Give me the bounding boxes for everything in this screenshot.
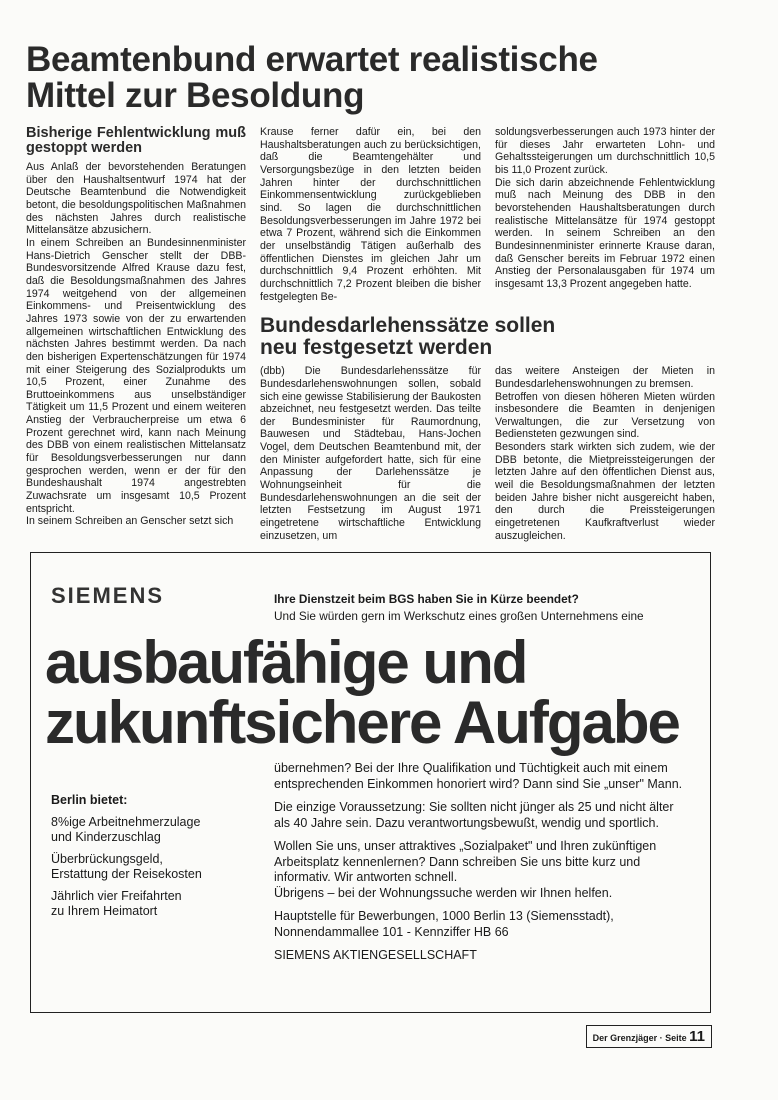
article-column-1: [26, 126, 246, 542]
ad-paragraph: Die einzige Voraussetzung: Sie sollten nicht jünger als 25 und nicht älter als 40 Jahre sein. Dazu verantwortungsbewußt, wendig und sportlich.: [274, 800, 674, 830]
ad-intro: [274, 583, 644, 625]
paragraph: Die sich darin abzeichnende Fehlentwicklung muß nach Meinung des DBB in den bevorstehenden Haushaltsberatungen durch realistische Mittelansätze für 1974 gestoppt werden. In seinem Schreiben an den Bundesinnenminister erinnerte Krause daran, daß Genscher bereits im Februar 1972 einen Anstieg der Personalausgaben für 1974 um insgesamt 13,3 Prozent angegeben hatte.: [495, 176, 715, 290]
ad-company: SIEMENS AKTIENGESELLSCHAFT: [274, 948, 477, 963]
article2-column-1: [260, 365, 481, 542]
offer-list: [51, 761, 274, 926]
paragraph: (dbb) Die Bundesdarlehenssätze für Bundesdarlehenswohnungen sollen, sobald sich eine gewisse Stabilisierung der Baukosten abzeichnet, neu festgesetzt werden. Das teilte der Bundesminister für Raumordnung, Bauwesen und Städtebau, Hans-Jochen Vogel, dem Deutschen Beamtenbund mit, der den Minister aufgefordert hatte, sich für eine Anpassung der Darlehenssätze je Wohnungseinheit für die Bundesdarlehenswohnungen an die seit der letzten Festsetzung im August 1971 eingetretene wirtschaftliche Entwicklung einzusetzen, um: [260, 365, 481, 542]
big-line: zukunftsichere Aufgabe: [45, 689, 679, 757]
ad-paragraph: Übrigens – bei der Wohnungssuche werden wir Ihnen helfen.: [274, 885, 613, 900]
siemens-advertisement: [30, 552, 711, 1013]
paragraph: Aus Anlaß der bevorstehenden Beratungen über den Haushaltsentwurf 1974 hat der Deutsche Beamtenbund die Notwendigkeit betont, die besoldungspolitischen Maßnahmen des nächsten Jahres durch realistische Mittelansätze abzusichern.: [26, 161, 246, 237]
headline-line: Beamtenbund erwartet realistische: [26, 40, 598, 79]
footer-label: Der Grenzjäger · Seite: [592, 1032, 687, 1043]
offer-line: Jährlich vier Freifahrten: [51, 888, 182, 903]
headline-line: Mittel zur Besoldung: [26, 76, 365, 115]
offer-line: Erstattung der Reisekosten: [51, 867, 202, 882]
article-headline: [26, 42, 778, 114]
offer-item: [51, 852, 274, 883]
page-number: 11: [689, 1027, 705, 1045]
siemens-logo: SIEMENS: [51, 583, 165, 609]
article-column-2: [260, 126, 481, 303]
ad-paragraph: Wollen Sie uns, unser attraktives „Sozialpaket" und Ihren zukünftigen Arbeitsplatz kennenlernen? Dann schreiben Sie uns bitte kurz und informativ. Wir antworten schnell.: [274, 839, 657, 885]
article2-headline: [260, 315, 715, 359]
ad-intro-question: Ihre Dienstzeit beim BGS haben Sie in Kürze beendet?: [274, 592, 579, 607]
big-line: ausbaufähige und: [45, 629, 527, 697]
offer-item: [51, 815, 274, 846]
paragraph: Krause ferner dafür ein, bei den Haushaltsberatungen auch zu berücksichtigen, daß die Beamtengehälter und Versorgungsbezüge in den letzten beiden Jahren hinter der durchschnittlichen Einkommensentwicklung zurückgeblieben sind. So lagen die durchschnittlichen Besoldungsverbesserungen im Jahre 1972 bei etwa 7 Prozent, während sich die Einkommen der unselbständig Tätigen außerhalb des öffentlichen Dienstes im gleichen Jahr um durchschnittlich 9,4 Prozent erhöhten. Mit durchschnittlich 7,2 Prozent bleiben die bisher festgelegten Be-: [260, 126, 481, 303]
footer-row: [26, 1025, 712, 1048]
offer-title: Berlin bietet:: [51, 793, 128, 808]
paragraph: Besonders stark wirkten sich zudem, wie der DBB betonte, die Mietpreissteigerungen der letzten Jahre auf den öffentlichen Dienst aus, weil die Besoldungsmaßnahmen der letzten beiden Jahre bisher nicht ausgereicht haben, den durch die Preissteigerungen eingetretenen Kaufkraftverlust wieder auszugleichen.: [495, 441, 715, 542]
headline-line: neu festgesetzt werden: [260, 336, 493, 360]
article-column-3: [495, 126, 715, 303]
ad-header: [51, 583, 690, 625]
article-grid: [26, 126, 715, 542]
subheading: Bisherige Fehlentwicklung muß gestoppt werden: [26, 125, 246, 156]
ad-intro-text: Und Sie würden gern im Werkschutz eines großen Unternehmens eine: [274, 609, 644, 624]
offer-line: 8%ige Arbeitnehmerzulage: [51, 814, 201, 829]
offer-item: [51, 889, 274, 920]
ad-content: [51, 761, 690, 972]
offer-line: und Kinderzuschlag: [51, 830, 161, 845]
ad-address: Hauptstelle für Bewerbungen, 1000 Berlin 13 (Siemensstadt), Nonnendammallee 101 - Kennziffer HB 66: [274, 909, 614, 939]
offer-line: zu Ihrem Heimatort: [51, 904, 158, 919]
paragraph: In einem Schreiben an Bundesinnenminister Hans-Dietrich Genscher stellt der DBB-Bundesvorsitzende Alfred Krause dazu fest, daß die Besoldungsmaßnahmen des Jahres 1974 weitgehend von der allgemeinen Einkommens- und Preisentwicklung des Jahres 1973 sowie von der zu erwartenden allgemeinen wirtschaftlichen Entwicklung des nächsten Jahres bestimmt werden. Da nach den bisherigen Expertenschätzungen für 1974 mit einer Steigerung des Sozialprodukts um 10,5 Prozent, einer Zunahme des Bruttoeinkommens aus unselbständiger Tätigkeit um 11,5 Prozent und einem weiteren Anstieg der Verbraucherpreise um etwa 6 Prozent gerechnet wird, kann nach Meinung des DBB von einem realistischen Mittelansatz für Besoldungsverbesserungen nur dann gesprochen werden, wenn er der für den Bundeshaushalt 1974 angestrebten Zuwachsrate um insgesamt 10,5 Prozent entspricht.: [26, 236, 246, 515]
offer-line: Überbrückungsgeld,: [51, 851, 163, 866]
ad-body: [274, 761, 690, 972]
paragraph: das weitere Ansteigen der Mieten in Bundesdarlehenswohnungen zu bremsen.: [495, 365, 715, 390]
ad-paragraph: übernehmen? Bei der Ihre Qualifikation und Tüchtigkeit auch mit einem entsprechenden Einkommen honoriert wird? Dann sind Sie „unser" Mann.: [274, 761, 683, 791]
ad-big-headline: [45, 629, 690, 757]
page-footer: [586, 1025, 712, 1048]
paragraph: soldungsverbesserungen auch 1973 hinter der für dieses Jahr erwarteten Lohn- und Gehaltssteigerungen um durchschnittlich 10,5 bis 11,0 Prozent zurück.: [495, 126, 715, 176]
paragraph: In seinem Schreiben an Genscher setzt sich: [26, 515, 234, 528]
headline-line: Bundesdarlehenssätze sollen: [260, 314, 556, 338]
article2-column-2: [495, 365, 715, 542]
paragraph: Betroffen von diesen höheren Mieten würden insbesondere die Beamten in denjenigen Verwaltungen, die zur Versetzung von Bediensteten gezwungen sind.: [495, 390, 715, 441]
